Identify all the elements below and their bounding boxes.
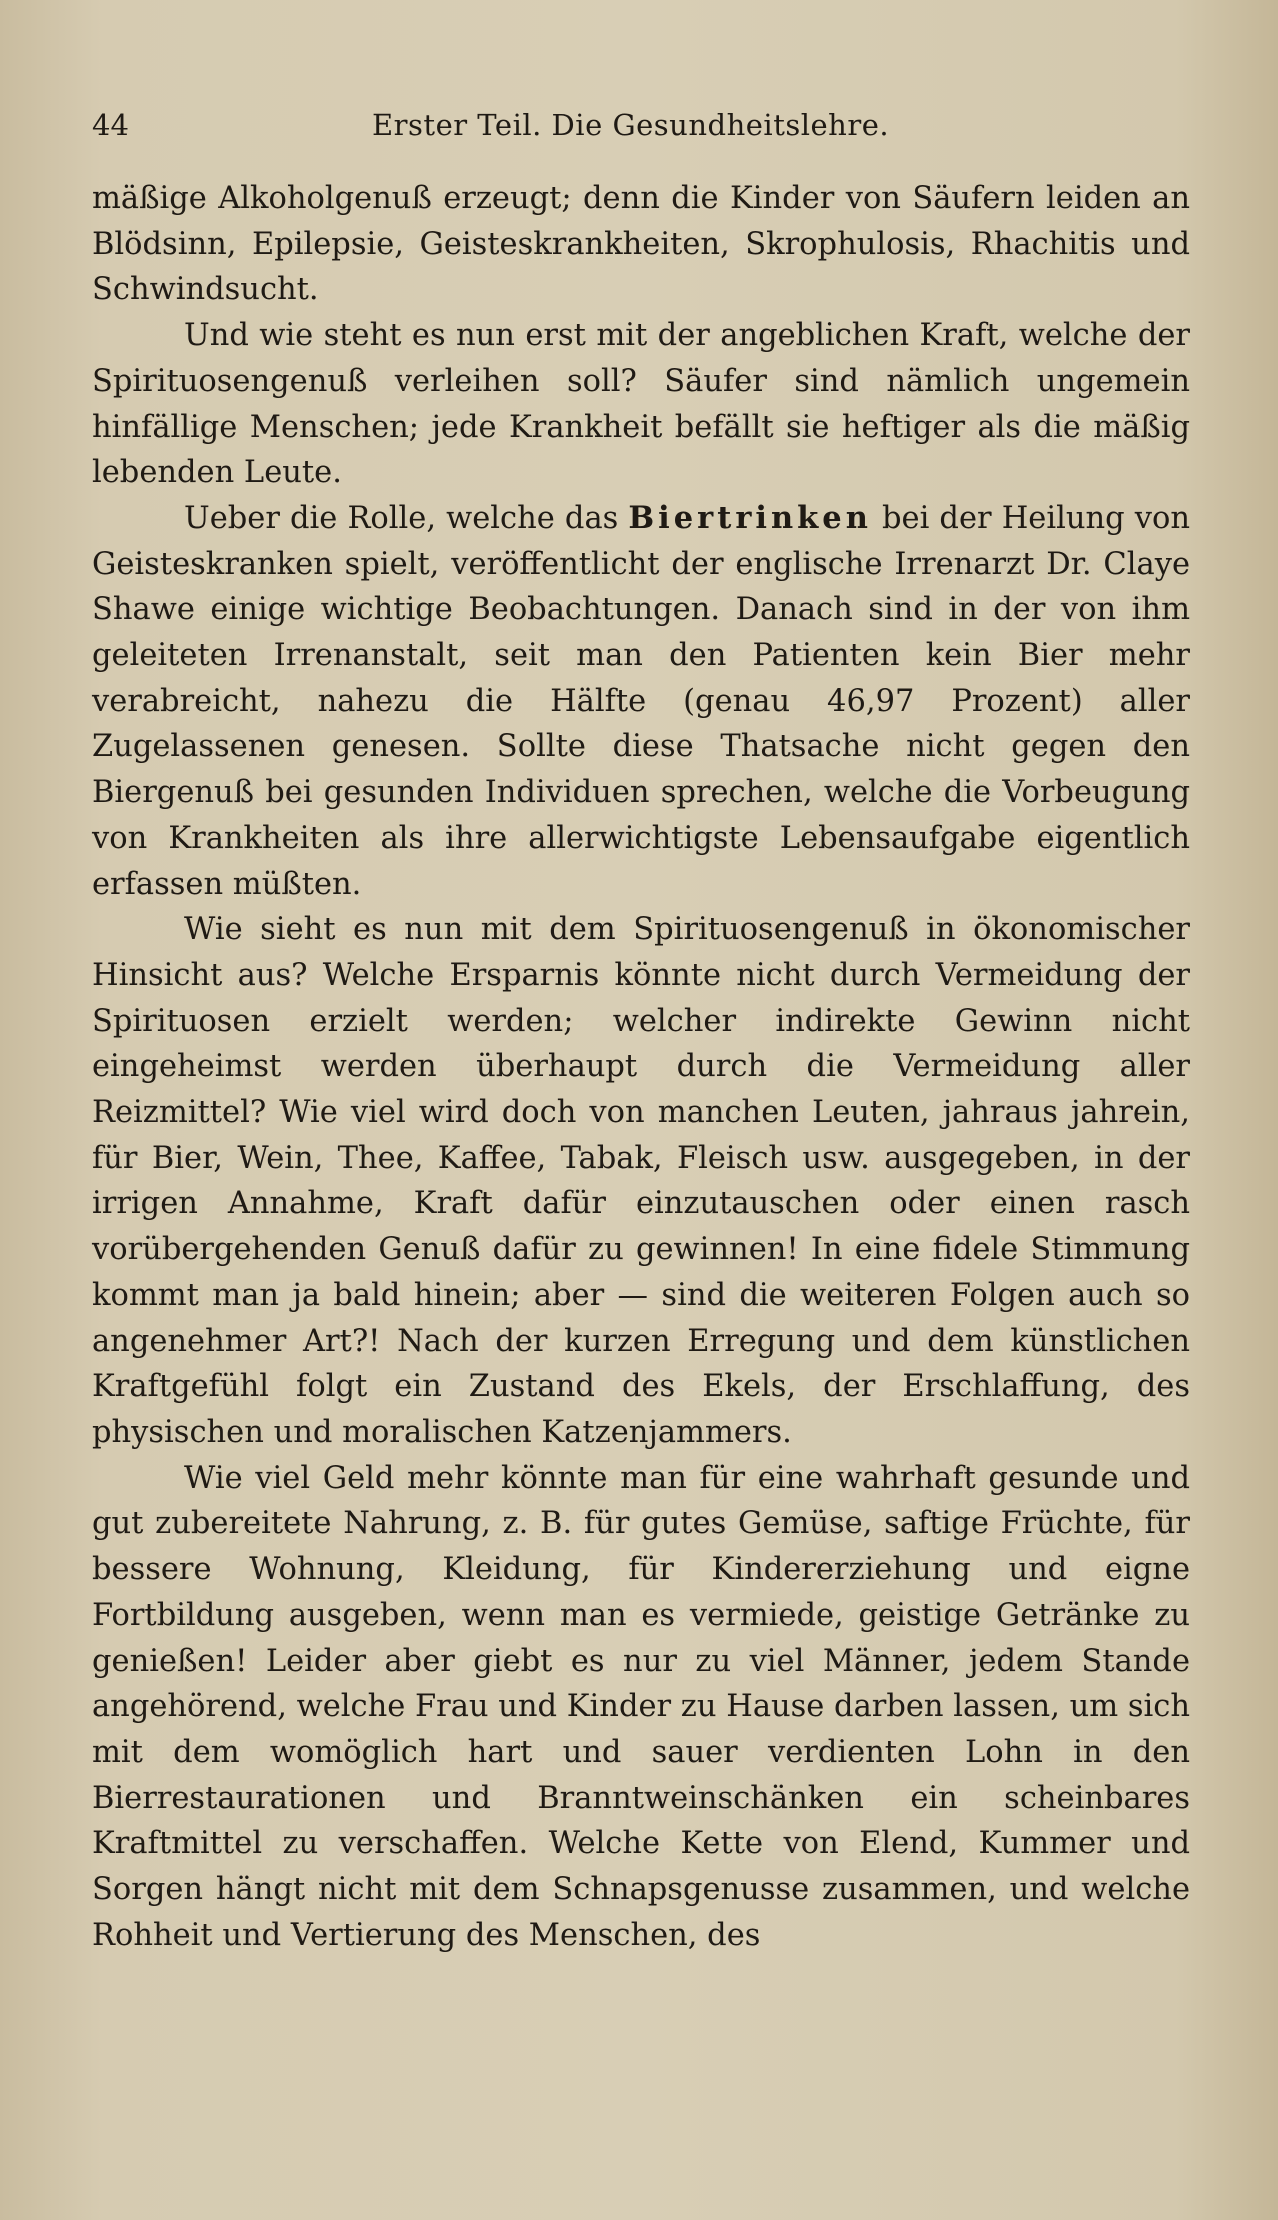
paragraph-1: mäßige Alkoholgenuß erzeugt; denn die Kinder von Säufern leiden an Blödsinn, Epilepsie, Geisteskrankheiten, Skrophulosis, Rhachitis und Schwindsucht. (92, 181, 1190, 308)
paragraph-2: Und wie steht es nun erst mit der angeblichen Kraft, welche der Spirituosengenuß verleihen soll? Säufer sind nämlich ungemein hinfällige Menschen; jede Krankheit befällt sie heftiger als die mäßig lebenden Leute. (92, 318, 1190, 491)
page-number: 44 (92, 108, 129, 142)
body-text (92, 176, 1190, 1958)
emphasis-biertrinken: Biertrinken (628, 499, 872, 536)
paragraph-3-rest: bei der Heilung von Geisteskranken spielt, veröffentlicht der englische Irrenarzt Dr. Claye Shawe einige wichtige Beobachtungen. Danach sind in der von ihm geleiteten Irrenanstalt, seit man den Patienten kein Bier mehr verabreicht, nahezu die Hälfte (genau 46,97 Prozent) aller Zugelassenen genesen. Sollte diese Thatsache nicht gegen den Biergenuß bei gesunden Individuen sprechen, welche die Vorbeugung von Krankheiten als ihre allerwichtigste Lebensaufgabe eigentlich erfassen müßten. (92, 500, 1191, 902)
page-header (92, 104, 1192, 154)
paragraph-3-start: Ueber die Rolle, welche das (184, 500, 629, 536)
running-title: Erster Teil. Die Gesundheitslehre. (372, 108, 890, 142)
paragraph-5: Wie viel Geld mehr könnte man für eine wahrhaft gesunde und gut zubereitete Nahrung, z. B. für gutes Gemüse, saftige Früchte, für bessere Wohnung, Kleidung, für Kindererziehung und eigne Fortbildung ausgeben, wenn man es vermiede, geistige Getränke zu genießen! Leider aber giebt es nur zu viel Männer, jedem Stande angehörend, welche Frau und Kinder zu Hause darben lassen, um sich mit dem womöglich hart und sauer verdienten Lohn in den Bierrestaurationen und Branntweinschänken ein scheinbares Kraftmittel zu verschaffen. Welche Kette von Elend, Kummer und Sorgen hängt nicht mit dem Schnapsgenusse zusammen, und welche Rohheit und Vertierung des Menschen, des (92, 1460, 1190, 1953)
paragraph-3 (92, 496, 1190, 907)
paragraph-4: Wie sieht es nun mit dem Spirituosengenuß in ökonomischer Hinsicht aus? Welche Ersparnis könnte nicht durch Vermeidung der Spirituosen erzielt werden; welcher indirekte Gewinn nicht eingeheimst werden überhaupt durch die Vermeidung aller Reizmittel? Wie viel wird doch von manchen Leuten, jahraus jahrein, für Bier, Wein, Thee, Kaffee, Tabak, Fleisch usw. ausgegeben, in der irrigen Annahme, Kraft dafür einzutauschen oder einen rasch vorübergehenden Genuß dafür zu gewinnen! In eine fidele Stimmung kommt man ja bald hinein; aber — sind die weiteren Folgen auch so angenehmer Art?! Nach der kurzen Erregung und dem künstlichen Kraftgefühl folgt ein Zustand des Ekels, der Erschlaffung, des physischen und moralischen Katzenjammers. (92, 912, 1190, 1450)
